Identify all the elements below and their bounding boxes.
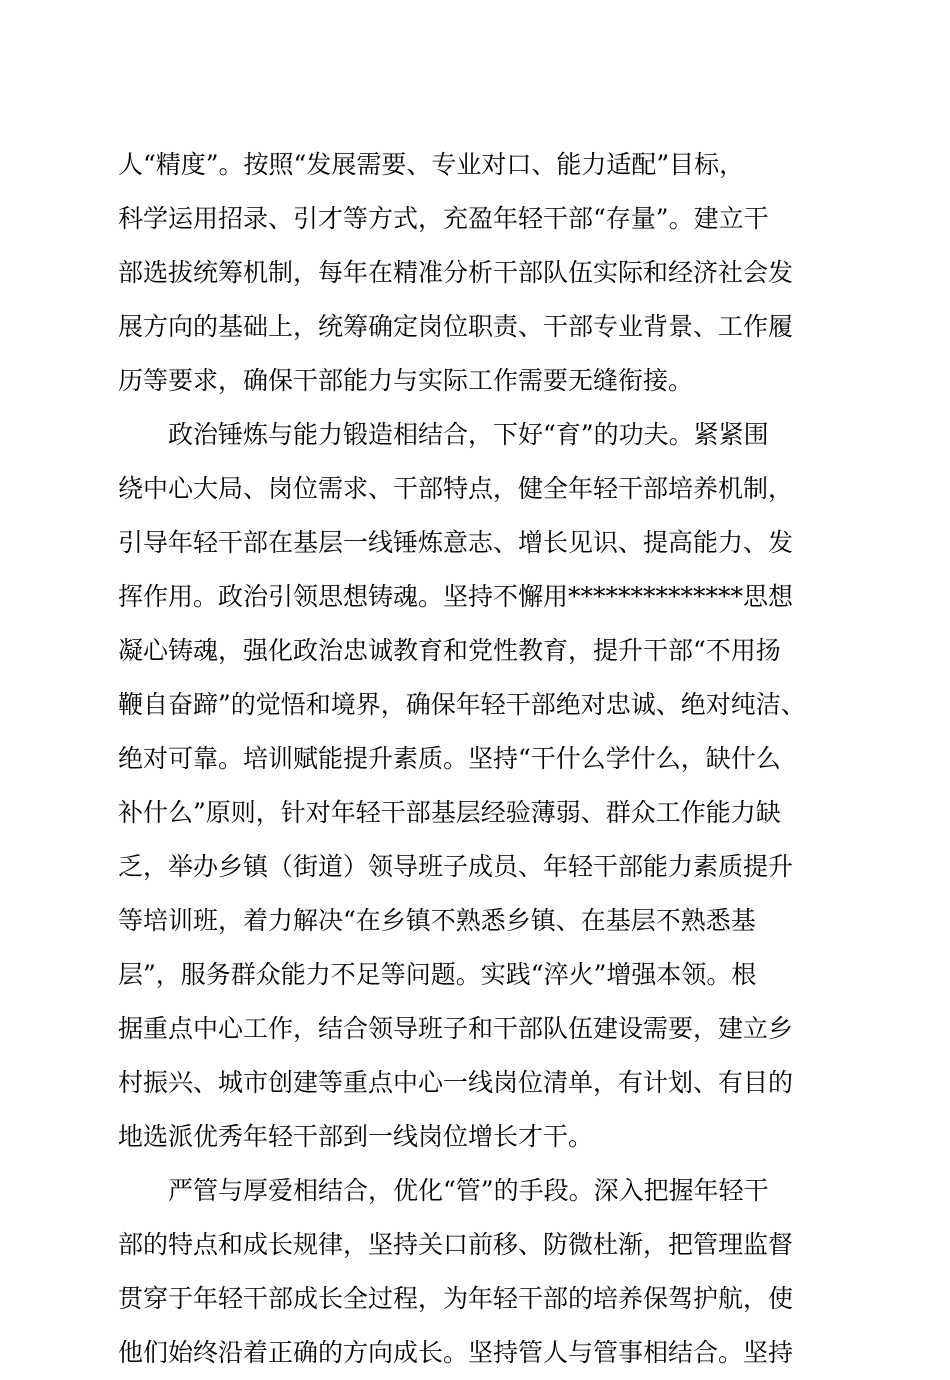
text-line: 他们始终沿着正确的方向成长。坚持管人与管事相结合。坚持 (118, 1338, 794, 1367)
text-line: 鞭自奋蹄”的觉悟和境界，确保年轻干部绝对忠诚、绝对纯洁、 (118, 690, 806, 719)
text-line: 部的特点和成长规律，坚持关口前移、防微杜渐，把管理监督 (118, 1230, 794, 1259)
text-line: 挥作用。政治引领思想铸魂。坚持不懈用**************思想 (118, 582, 794, 611)
text-line: 部选拔统筹机制，每年在精准分析干部队伍实际和经济社会发 (118, 258, 794, 287)
text-line: 据重点中心工作，结合领导班子和干部队伍建设需要，建立乡 (118, 1014, 794, 1043)
text-line: 地选派优秀年轻干部到一线岗位增长才干。 (118, 1122, 594, 1151)
text-line: 层”，服务群众能力不足等问题。实践“淬火”增强本领。根 (118, 960, 757, 989)
text-line: 等培训班，着力解决“在乡镇不熟悉乡镇、在基层不熟悉基 (118, 906, 756, 935)
text-line: 补什么”原则，针对年轻干部基层经验薄弱、群众工作能力缺 (118, 798, 781, 827)
text-line: 历等要求，确保干部能力与实际工作需要无缝衔接。 (118, 366, 694, 395)
paragraph-start-line: 严管与厚爱相结合，优化“管”的手段。深入把握年轻干 (168, 1176, 769, 1205)
text-line: 绝对可靠。培训赋能提升素质。坚持“干什么学什么，缺什么 (118, 744, 781, 773)
text-line: 村振兴、城市创建等重点中心一线岗位清单，有计划、有目的 (118, 1068, 794, 1097)
text-line: 引导年轻干部在基层一线锤炼意志、增长见识、提高能力、发 (118, 528, 794, 557)
text-line: 人“精度”。按照“发展需要、专业对口、能力适配”目标， (118, 150, 745, 179)
text-line: 绕中心大局、岗位需求、干部特点，健全年轻干部培养机制， (118, 474, 794, 503)
text-line: 展方向的基础上，统筹确定岗位职责、干部专业背景、工作履 (118, 312, 794, 341)
text-line: 乏，举办乡镇（街道）领导班子成员、年轻干部能力素质提升 (118, 852, 794, 881)
body-text (118, 138, 838, 1380)
text-line: 科学运用招录、引才等方式，充盈年轻干部“存量”。建立干 (118, 204, 769, 233)
text-line: 贯穿于年轻干部成长全过程，为年轻干部的培养保驾护航，使 (118, 1284, 794, 1313)
text-line: 凝心铸魂，强化政治忠诚教育和党性教育，提升干部“不用扬 (118, 636, 781, 665)
paragraph-start-line: 政治锤炼与能力锻造相结合，下好“育”的功夫。紧紧围 (168, 420, 769, 449)
